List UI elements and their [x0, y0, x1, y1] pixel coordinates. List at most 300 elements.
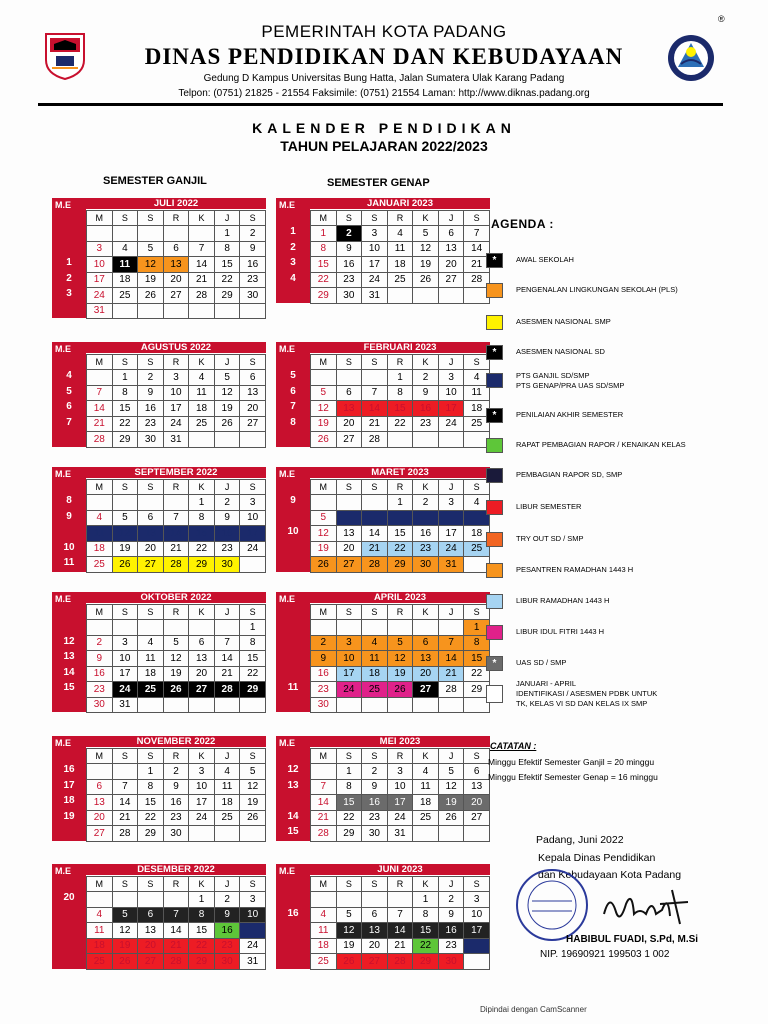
day-cell: 27: [138, 954, 164, 970]
day-cell: 3: [464, 892, 490, 908]
day-cell: 10: [362, 241, 388, 257]
day-cell: 8: [138, 779, 164, 795]
day-header: M: [87, 605, 113, 620]
day-cell: 15: [112, 401, 138, 417]
day-header: M: [87, 877, 113, 892]
month-grid: [310, 748, 490, 842]
handwritten-signature: [600, 884, 690, 930]
day-cell: 13: [438, 241, 464, 257]
day-header: S: [112, 355, 138, 370]
agenda-swatch: *: [486, 253, 503, 268]
day-cell: 13: [163, 257, 189, 273]
day-cell: 10: [240, 510, 266, 526]
agenda-item: [486, 253, 766, 271]
day-cell: 21: [311, 810, 337, 826]
day-cell: 19: [413, 257, 439, 273]
day-cell: 13: [413, 651, 439, 667]
day-header: S: [362, 605, 388, 620]
day-cell: [240, 303, 266, 319]
agenda-label: LIBUR IDUL FITRI 1443 H: [516, 627, 605, 636]
day-cell: 21: [438, 666, 464, 682]
day-cell: 12: [214, 385, 240, 401]
day-header: K: [189, 211, 215, 226]
day-cell: [438, 697, 464, 713]
day-header: S: [112, 749, 138, 764]
day-cell: 21: [362, 416, 388, 432]
day-cell: 21: [87, 416, 113, 432]
day-header: S: [362, 480, 388, 495]
day-cell: 28: [362, 432, 388, 448]
day-cell: 8: [464, 635, 490, 651]
day-cell: 4: [87, 907, 113, 923]
agenda-swatch: [486, 594, 503, 609]
day-cell: 27: [464, 810, 490, 826]
corner-mark: ®: [718, 14, 725, 24]
week-number: 4: [66, 370, 72, 381]
day-cell: 15: [240, 651, 266, 667]
day-header: S: [112, 211, 138, 226]
day-cell: 24: [387, 810, 413, 826]
agenda-item: [486, 315, 766, 333]
day-cell: 28: [87, 432, 113, 448]
day-cell: 19: [214, 401, 240, 417]
day-cell: 9: [214, 510, 240, 526]
day-cell: 3: [240, 495, 266, 511]
day-cell: 28: [214, 682, 240, 698]
day-cell: 26: [214, 416, 240, 432]
day-cell: 15: [214, 257, 240, 273]
day-cell: 19: [311, 541, 337, 557]
day-cell: 16: [214, 923, 240, 939]
day-cell: [387, 510, 413, 526]
day-cell: [214, 826, 240, 842]
day-cell: [214, 432, 240, 448]
agenda-item: [486, 438, 766, 456]
day-cell: 18: [464, 401, 490, 417]
day-cell: 2: [362, 764, 388, 780]
day-cell: [112, 303, 138, 319]
day-cell: 2: [438, 892, 464, 908]
day-cell: [362, 697, 388, 713]
week-number: 15: [287, 826, 299, 837]
day-cell: 12: [112, 923, 138, 939]
day-cell: [138, 495, 164, 511]
agenda-label: AWAL SEKOLAH: [516, 255, 574, 264]
day-cell: 5: [163, 635, 189, 651]
day-header: R: [387, 355, 413, 370]
day-cell: 28: [362, 557, 388, 573]
week-column: [276, 880, 310, 969]
agenda-swatch: *: [486, 656, 503, 671]
day-cell: 11: [362, 651, 388, 667]
day-cell: 13: [336, 526, 362, 542]
day-cell: 20: [138, 541, 164, 557]
semester-genap-heading: SEMESTER GENAP: [327, 177, 430, 189]
day-header: S: [138, 749, 164, 764]
day-cell: 29: [336, 826, 362, 842]
day-cell: 30: [438, 954, 464, 970]
day-cell: 2: [240, 226, 266, 242]
day-cell: 15: [387, 526, 413, 542]
signature-place-date: Padang, Juni 2022: [536, 834, 624, 846]
day-header: S: [240, 480, 266, 495]
week-number: 6: [66, 401, 72, 412]
agenda-swatch: [486, 315, 503, 330]
day-cell: [464, 954, 490, 970]
day-cell: 12: [138, 257, 164, 273]
day-cell: 31: [240, 954, 266, 970]
day-cell: 14: [387, 923, 413, 939]
day-cell: [214, 697, 240, 713]
day-cell: 17: [112, 666, 138, 682]
day-cell: [240, 923, 266, 939]
day-header: K: [413, 355, 439, 370]
day-cell: 1: [311, 226, 337, 242]
month-grid: [310, 354, 490, 448]
month-grid: [86, 876, 266, 970]
day-cell: 25: [214, 810, 240, 826]
week-number: 13: [63, 651, 75, 662]
me-label: M.E: [276, 864, 310, 880]
day-header: S: [138, 211, 164, 226]
day-cell: 26: [336, 954, 362, 970]
day-cell: 11: [112, 257, 138, 273]
day-header: S: [464, 605, 490, 620]
day-cell: 11: [214, 779, 240, 795]
day-cell: 23: [240, 272, 266, 288]
day-cell: 8: [240, 635, 266, 651]
day-cell: 7: [163, 510, 189, 526]
month-title: DESEMBER 2022: [86, 864, 266, 876]
day-cell: 3: [438, 495, 464, 511]
day-cell: 19: [240, 795, 266, 811]
day-cell: 21: [189, 272, 215, 288]
day-cell: 30: [336, 288, 362, 304]
day-cell: [387, 288, 413, 304]
day-cell: 20: [87, 810, 113, 826]
day-cell: 3: [87, 241, 113, 257]
day-cell: 13: [138, 923, 164, 939]
day-header: K: [189, 355, 215, 370]
day-cell: 24: [438, 541, 464, 557]
day-cell: 6: [138, 907, 164, 923]
day-cell: 4: [387, 226, 413, 242]
day-cell: 18: [311, 938, 337, 954]
document-subtitle: TAHUN PELAJARAN 2022/2023: [280, 138, 488, 154]
week-number: 1: [290, 226, 296, 237]
day-cell: 22: [112, 416, 138, 432]
agenda-label: ASESMEN NASIONAL SD: [516, 347, 605, 356]
day-cell: 13: [189, 651, 215, 667]
agenda-swatch: *: [486, 345, 503, 360]
day-cell: 29: [189, 954, 215, 970]
day-header: M: [311, 877, 337, 892]
day-cell: 27: [189, 682, 215, 698]
day-header: S: [464, 480, 490, 495]
day-cell: [438, 620, 464, 636]
day-header: J: [214, 211, 240, 226]
week-number: 8: [66, 495, 72, 506]
day-header: M: [87, 355, 113, 370]
scan-footer: Dipindai dengan CamScanner: [480, 1005, 587, 1014]
day-header: S: [240, 877, 266, 892]
day-cell: 18: [112, 272, 138, 288]
day-cell: [362, 510, 388, 526]
agenda-item: [486, 408, 766, 426]
catatan-title: CATATAN :: [490, 741, 537, 751]
day-cell: 23: [214, 541, 240, 557]
day-header: K: [189, 480, 215, 495]
day-cell: [189, 826, 215, 842]
day-cell: 24: [240, 541, 266, 557]
day-cell: [138, 697, 164, 713]
day-cell: 15: [138, 795, 164, 811]
day-cell: 20: [438, 257, 464, 273]
signatory-nip: NIP. 19690921 199503 1 002: [540, 949, 670, 960]
day-cell: 4: [413, 764, 439, 780]
day-cell: [336, 620, 362, 636]
day-header: K: [413, 877, 439, 892]
day-header: K: [413, 605, 439, 620]
month-grid: [310, 210, 490, 304]
day-cell: [214, 303, 240, 319]
day-header: R: [387, 877, 413, 892]
day-cell: 11: [387, 241, 413, 257]
day-header: S: [336, 211, 362, 226]
agenda-swatch: [486, 500, 503, 515]
day-cell: [311, 620, 337, 636]
day-cell: 2: [138, 370, 164, 386]
day-cell: 2: [336, 226, 362, 242]
day-cell: 26: [112, 954, 138, 970]
agenda-label: PESANTREN RAMADHAN 1443 H: [516, 565, 634, 574]
day-cell: 17: [240, 526, 266, 542]
day-cell: 22: [311, 272, 337, 288]
day-cell: 5: [112, 510, 138, 526]
day-header: S: [336, 877, 362, 892]
agenda-label: LIBUR RAMADHAN 1443 H: [516, 596, 610, 605]
day-cell: 28: [438, 682, 464, 698]
day-cell: 25: [138, 682, 164, 698]
day-header: S: [362, 355, 388, 370]
agenda-label: UAS SD / SMP: [516, 658, 567, 667]
day-cell: 8: [387, 385, 413, 401]
day-cell: [189, 620, 215, 636]
day-cell: 5: [387, 635, 413, 651]
day-header: S: [112, 877, 138, 892]
day-cell: 6: [438, 226, 464, 242]
day-header: S: [138, 877, 164, 892]
day-cell: 18: [87, 541, 113, 557]
day-cell: 20: [362, 938, 388, 954]
day-cell: 18: [189, 401, 215, 417]
month-calendar: [52, 592, 266, 712]
day-cell: 25: [464, 541, 490, 557]
agenda-item: [486, 500, 766, 518]
day-cell: 1: [138, 764, 164, 780]
catatan-line-1: Minggu Efektif Semester Ganjil = 20 minggu: [488, 757, 655, 767]
day-cell: 2: [87, 635, 113, 651]
day-cell: 10: [336, 651, 362, 667]
day-cell: 14: [311, 795, 337, 811]
day-cell: 19: [112, 938, 138, 954]
month-calendar: [276, 864, 490, 969]
me-label: M.E: [52, 467, 86, 483]
day-cell: 14: [163, 923, 189, 939]
day-cell: 23: [214, 938, 240, 954]
day-header: S: [336, 355, 362, 370]
day-cell: 15: [464, 651, 490, 667]
month-grid: [86, 479, 266, 573]
day-cell: [112, 495, 138, 511]
day-cell: 8: [336, 779, 362, 795]
agenda-item: [486, 468, 766, 486]
week-number: 8: [290, 416, 296, 428]
week-number: 16: [287, 907, 299, 919]
day-cell: 12: [112, 526, 138, 542]
me-label: M.E: [276, 467, 310, 483]
day-cell: [87, 226, 113, 242]
day-cell: 11: [311, 923, 337, 939]
day-cell: 12: [311, 401, 337, 417]
day-cell: [311, 370, 337, 386]
week-number: 11: [287, 682, 299, 693]
day-cell: 1: [413, 892, 439, 908]
day-header: S: [138, 480, 164, 495]
day-cell: 20: [240, 401, 266, 417]
day-header: S: [112, 480, 138, 495]
day-cell: 14: [438, 651, 464, 667]
agenda-item: [486, 563, 766, 581]
day-cell: 4: [189, 370, 215, 386]
agenda-swatch: [486, 563, 503, 578]
day-cell: 24: [112, 682, 138, 698]
day-cell: [163, 226, 189, 242]
document-title: KALENDER PENDIDIKAN: [252, 120, 516, 136]
agenda-label: ASESMEN NASIONAL SMP: [516, 317, 611, 326]
day-cell: 14: [163, 526, 189, 542]
day-header: J: [438, 480, 464, 495]
day-cell: 29: [240, 682, 266, 698]
day-cell: 2: [214, 892, 240, 908]
day-cell: 25: [189, 416, 215, 432]
day-cell: 26: [112, 557, 138, 573]
month-calendar: [52, 864, 266, 969]
day-cell: 15: [387, 401, 413, 417]
day-cell: 25: [464, 416, 490, 432]
day-cell: 13: [336, 401, 362, 417]
day-cell: [138, 620, 164, 636]
day-cell: [336, 370, 362, 386]
day-cell: 18: [387, 257, 413, 273]
day-header: S: [336, 605, 362, 620]
day-cell: 4: [362, 635, 388, 651]
day-header: S: [464, 877, 490, 892]
day-cell: 16: [87, 666, 113, 682]
day-cell: 12: [163, 651, 189, 667]
day-cell: 30: [413, 557, 439, 573]
day-cell: [336, 510, 362, 526]
day-cell: 20: [189, 666, 215, 682]
day-cell: [189, 303, 215, 319]
day-cell: 7: [163, 907, 189, 923]
day-cell: 14: [112, 795, 138, 811]
day-cell: 5: [311, 385, 337, 401]
day-cell: [438, 432, 464, 448]
day-cell: 12: [311, 526, 337, 542]
day-header: J: [214, 605, 240, 620]
day-cell: 28: [387, 954, 413, 970]
day-cell: 27: [163, 288, 189, 304]
week-number: 10: [287, 526, 299, 537]
day-cell: 28: [189, 288, 215, 304]
day-cell: [189, 697, 215, 713]
day-cell: 21: [464, 257, 490, 273]
week-number: 3: [290, 257, 296, 268]
agenda-swatch: [486, 625, 503, 640]
day-cell: 7: [362, 385, 388, 401]
day-cell: 12: [438, 779, 464, 795]
semester-ganjil-heading: SEMESTER GANJIL: [103, 175, 207, 187]
day-cell: [464, 826, 490, 842]
day-header: K: [413, 749, 439, 764]
day-cell: [438, 510, 464, 526]
day-cell: 17: [464, 923, 490, 939]
month-title: AGUSTUS 2022: [86, 342, 266, 354]
month-title: JUNI 2023: [310, 864, 490, 876]
day-cell: 7: [438, 635, 464, 651]
day-cell: 19: [387, 666, 413, 682]
day-cell: [311, 892, 337, 908]
day-cell: 2: [214, 495, 240, 511]
signatory-name: HABIBUL FUADI, S.Pd, M.Si: [566, 934, 699, 945]
day-cell: 1: [189, 495, 215, 511]
agenda-label: LIBUR SEMESTER: [516, 502, 582, 511]
week-number: 4: [290, 272, 296, 284]
day-cell: 23: [311, 682, 337, 698]
day-cell: 25: [413, 810, 439, 826]
week-number: 12: [63, 635, 75, 647]
day-header: S: [362, 877, 388, 892]
day-cell: [240, 557, 266, 573]
agenda-item: [486, 345, 766, 363]
day-header: K: [189, 605, 215, 620]
day-cell: 15: [336, 795, 362, 811]
day-cell: 19: [438, 795, 464, 811]
day-cell: 18: [413, 795, 439, 811]
day-cell: 17: [336, 666, 362, 682]
day-cell: [163, 892, 189, 908]
agenda-label: PEMBAGIAN RAPOR SD, SMP: [516, 470, 623, 479]
day-cell: 1: [214, 226, 240, 242]
day-header: K: [189, 749, 215, 764]
day-cell: 26: [138, 288, 164, 304]
day-header: S: [464, 749, 490, 764]
day-cell: 16: [438, 923, 464, 939]
day-cell: 21: [214, 666, 240, 682]
me-label: M.E: [276, 198, 310, 214]
day-cell: 12: [336, 923, 362, 939]
day-header: R: [163, 211, 189, 226]
month-calendar: [276, 342, 490, 447]
day-cell: 4: [464, 370, 490, 386]
day-cell: 17: [438, 401, 464, 417]
day-cell: 5: [336, 907, 362, 923]
day-cell: 21: [387, 938, 413, 954]
day-cell: 20: [464, 795, 490, 811]
week-number: 5: [290, 370, 296, 381]
day-header: J: [214, 355, 240, 370]
